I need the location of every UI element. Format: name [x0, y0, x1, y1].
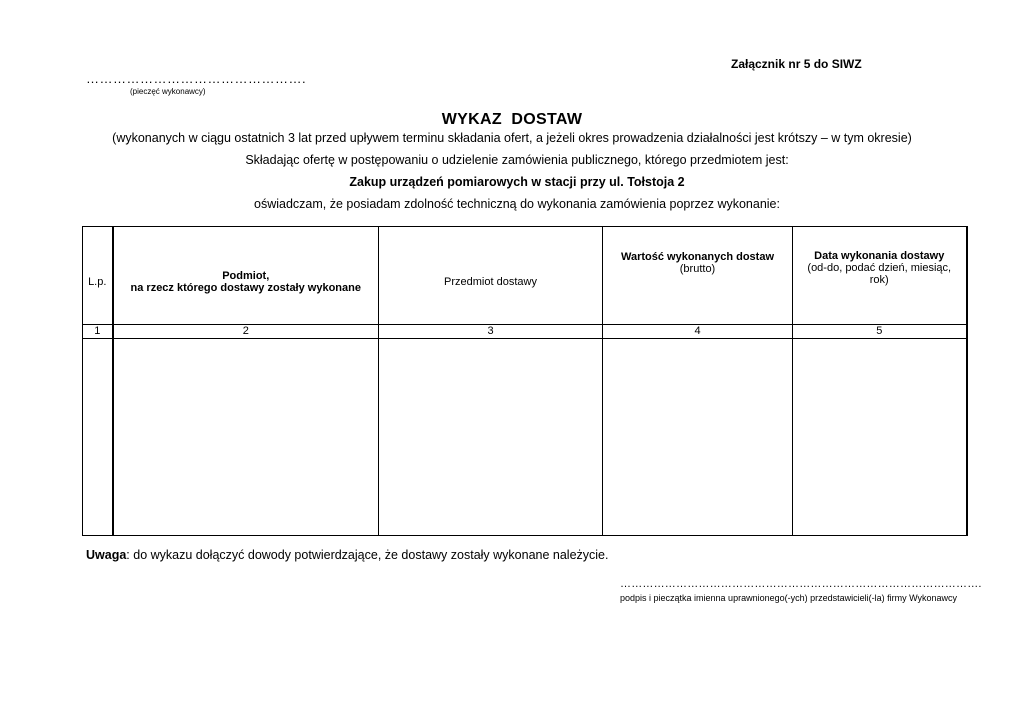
signature-label: podpis i pieczątka imienna uprawnionego(-ych) przedstawicieli(-la) firmy Wykonawcy: [620, 593, 958, 603]
table-cell-lp[interactable]: [83, 339, 113, 536]
column-number: 2: [113, 325, 379, 339]
table-cell-subject[interactable]: [379, 339, 603, 536]
header-date-note: (od-do, podać dzień, miesiąc, rok): [807, 262, 952, 286]
document-subtitle: (wykonanych w ciągu ostatnich 3 lat przed upływem terminu składania ofert, a jeżeli okres prowadzenia działalności jest krótszy – w tym okresie): [112, 131, 912, 145]
procurement-subject: Zakup urządzeń pomiarowych w stacji przy ul. Tołstoja 2: [349, 175, 685, 189]
column-number: 5: [793, 325, 967, 339]
column-number: 3: [379, 325, 603, 339]
header-value: [603, 227, 793, 325]
column-number: 4: [603, 325, 793, 339]
header-entity: [113, 227, 379, 325]
table-cell-value[interactable]: [603, 339, 793, 536]
stamp-label: (pieczęć wykonawcy): [130, 87, 206, 96]
header-value-title: Wartość wykonanych dostaw: [620, 251, 775, 263]
header-entity-line1: Podmiot,: [222, 269, 270, 282]
note: [86, 548, 609, 562]
table-cell-date[interactable]: [793, 339, 967, 536]
table-cell-entity[interactable]: [113, 339, 379, 536]
header-date-title: Data wykonania dostawy: [814, 250, 945, 262]
signature-line: …………………………………………………………………………………….: [620, 578, 982, 590]
column-number-row: [83, 325, 967, 339]
header-value-note: (brutto): [679, 263, 716, 275]
header-entity-line2: na rzecz którego dostawy zostały wykonane: [130, 281, 361, 294]
intro-text: Składając ofertę w postępowaniu o udzielenie zamówienia publicznego, którego przedmiotem jest:: [245, 153, 789, 167]
header-lp: L.p.: [83, 227, 113, 325]
note-label: Uwaga: [86, 548, 127, 562]
header-date: [793, 227, 967, 325]
annex-label: Załącznik nr 5 do SIWZ: [731, 57, 862, 71]
declaration-text: oświadczam, że posiadam zdolność techniczną do wykonania zamówienia poprzez wykonanie:: [254, 197, 780, 211]
header-subject: Przedmiot dostawy: [379, 227, 603, 325]
table-header-row: [83, 227, 967, 325]
note-text: : do wykazu dołączyć dowody potwierdzające, że dostawy zostały wykonane należycie.: [126, 548, 609, 562]
stamp-placeholder-line: ………………………………………….: [86, 71, 307, 86]
column-number: 1: [83, 325, 113, 339]
deliveries-table: [82, 226, 968, 536]
table-row: [83, 339, 967, 536]
document-title: WYKAZ DOSTAW: [441, 111, 583, 128]
